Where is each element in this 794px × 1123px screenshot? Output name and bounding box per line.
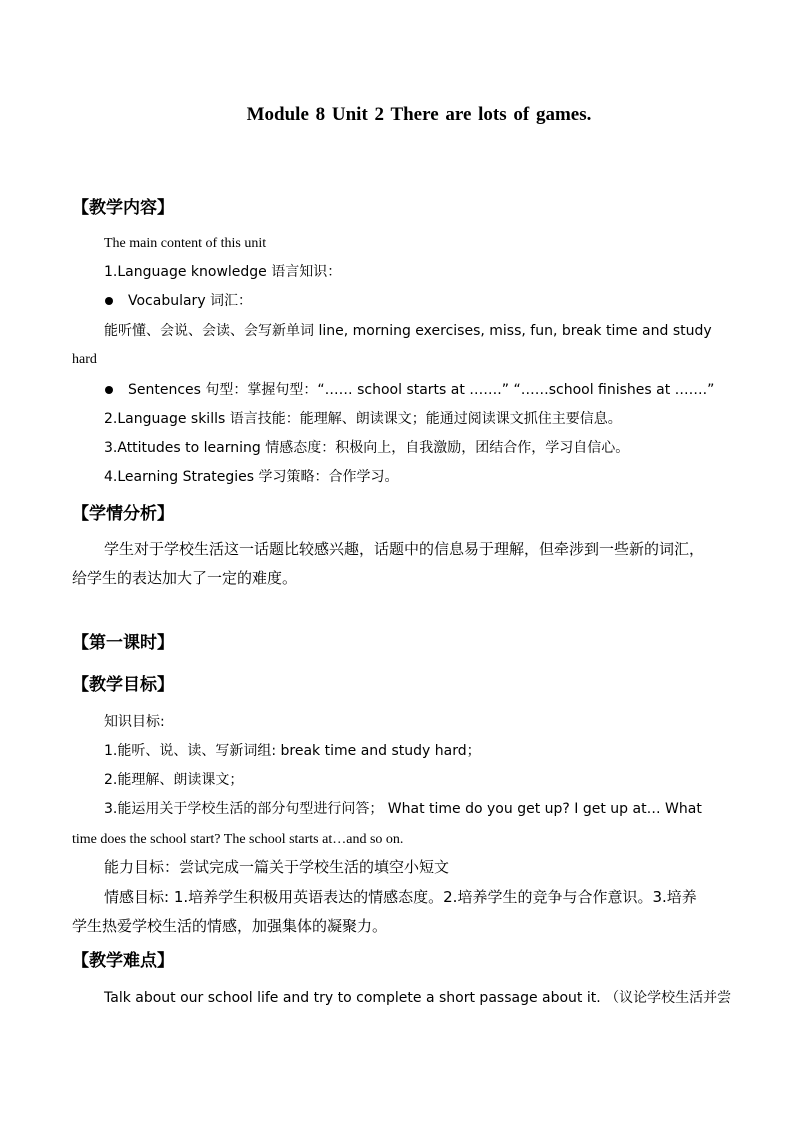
heading-teaching-content: 【教学内容】 [72,198,174,218]
vocabulary-line-1: 能听懂、会说、会读、会写新单词 line, morning exercises, miss, fun, break time and study [104,323,712,339]
analysis-line-2: 给学生的表达加大了一定的难度。 [72,569,298,587]
language-skills: 2.Language skills 语言技能：能理解、朗读课文；能通过阅读课文抓住主要信息。 [104,411,622,427]
vocabulary-line-2: hard [72,352,97,367]
document-title: Module 8 Unit 2 There are lots of games. [246,104,592,125]
emotion-goal-line-1: 情感目标: 1.培养学生积极用英语表达的情感态度。2.培养学生的竞争与合作意识。3.培养 [104,888,697,906]
knowledge-goal-item-2: 2.能理解、朗读课文； [104,772,244,788]
heading-student-analysis: 【学情分析】 [72,504,174,524]
attitudes-to-learning: 3.Attitudes to learning 情感态度：积极向上，自我激励，团结合作，学习自信心。 [104,440,630,456]
learning-strategies: 4.Learning Strategies 学习策略：合作学习。 [104,469,399,485]
heading-teaching-difficulty: 【教学难点】 [72,951,174,971]
analysis-line-1: 学生对于学校生活这一话题比较感兴趣，话题中的信息易于理解，但牵涉到一些新的词汇， [104,540,705,558]
knowledge-goal-item-3-line-2: time does the school start? The school starts at…and so on. [72,832,404,847]
difficulty-line-1: Talk about our school life and try to complete a short passage about it. （议论学校生活并尝 [104,990,732,1006]
knowledge-goal-item-1: 1.能听、说、读、写新词组: break time and study hard； [104,743,481,759]
knowledge-goal-label: 知识目标: [104,714,165,730]
vocabulary-label: Vocabulary 词汇： [128,293,253,309]
ability-goal: 能力目标：尝试完成一篇关于学校生活的填空小短文 [104,858,450,876]
language-knowledge: 1.Language knowledge 语言知识： [104,264,342,280]
knowledge-goal-item-3-line-1: 3.能运用关于学校生活的部分句型进行问答； What time do you get up? I get up at… What [104,801,702,817]
emotion-goal-line-2: 学生热爱学校生活的情感，加强集体的凝聚力。 [72,917,388,935]
heading-first-lesson: 【第一课时】 [72,633,174,653]
heading-teaching-goals: 【教学目标】 [72,675,174,695]
content-intro: The main content of this unit [104,236,267,251]
bullet-dot-icon [105,297,113,305]
bullet-dot-icon [105,386,113,394]
sentences-line: Sentences 句型：掌握句型：“…… school starts at …….” “……school finishes at …….” [128,382,715,398]
